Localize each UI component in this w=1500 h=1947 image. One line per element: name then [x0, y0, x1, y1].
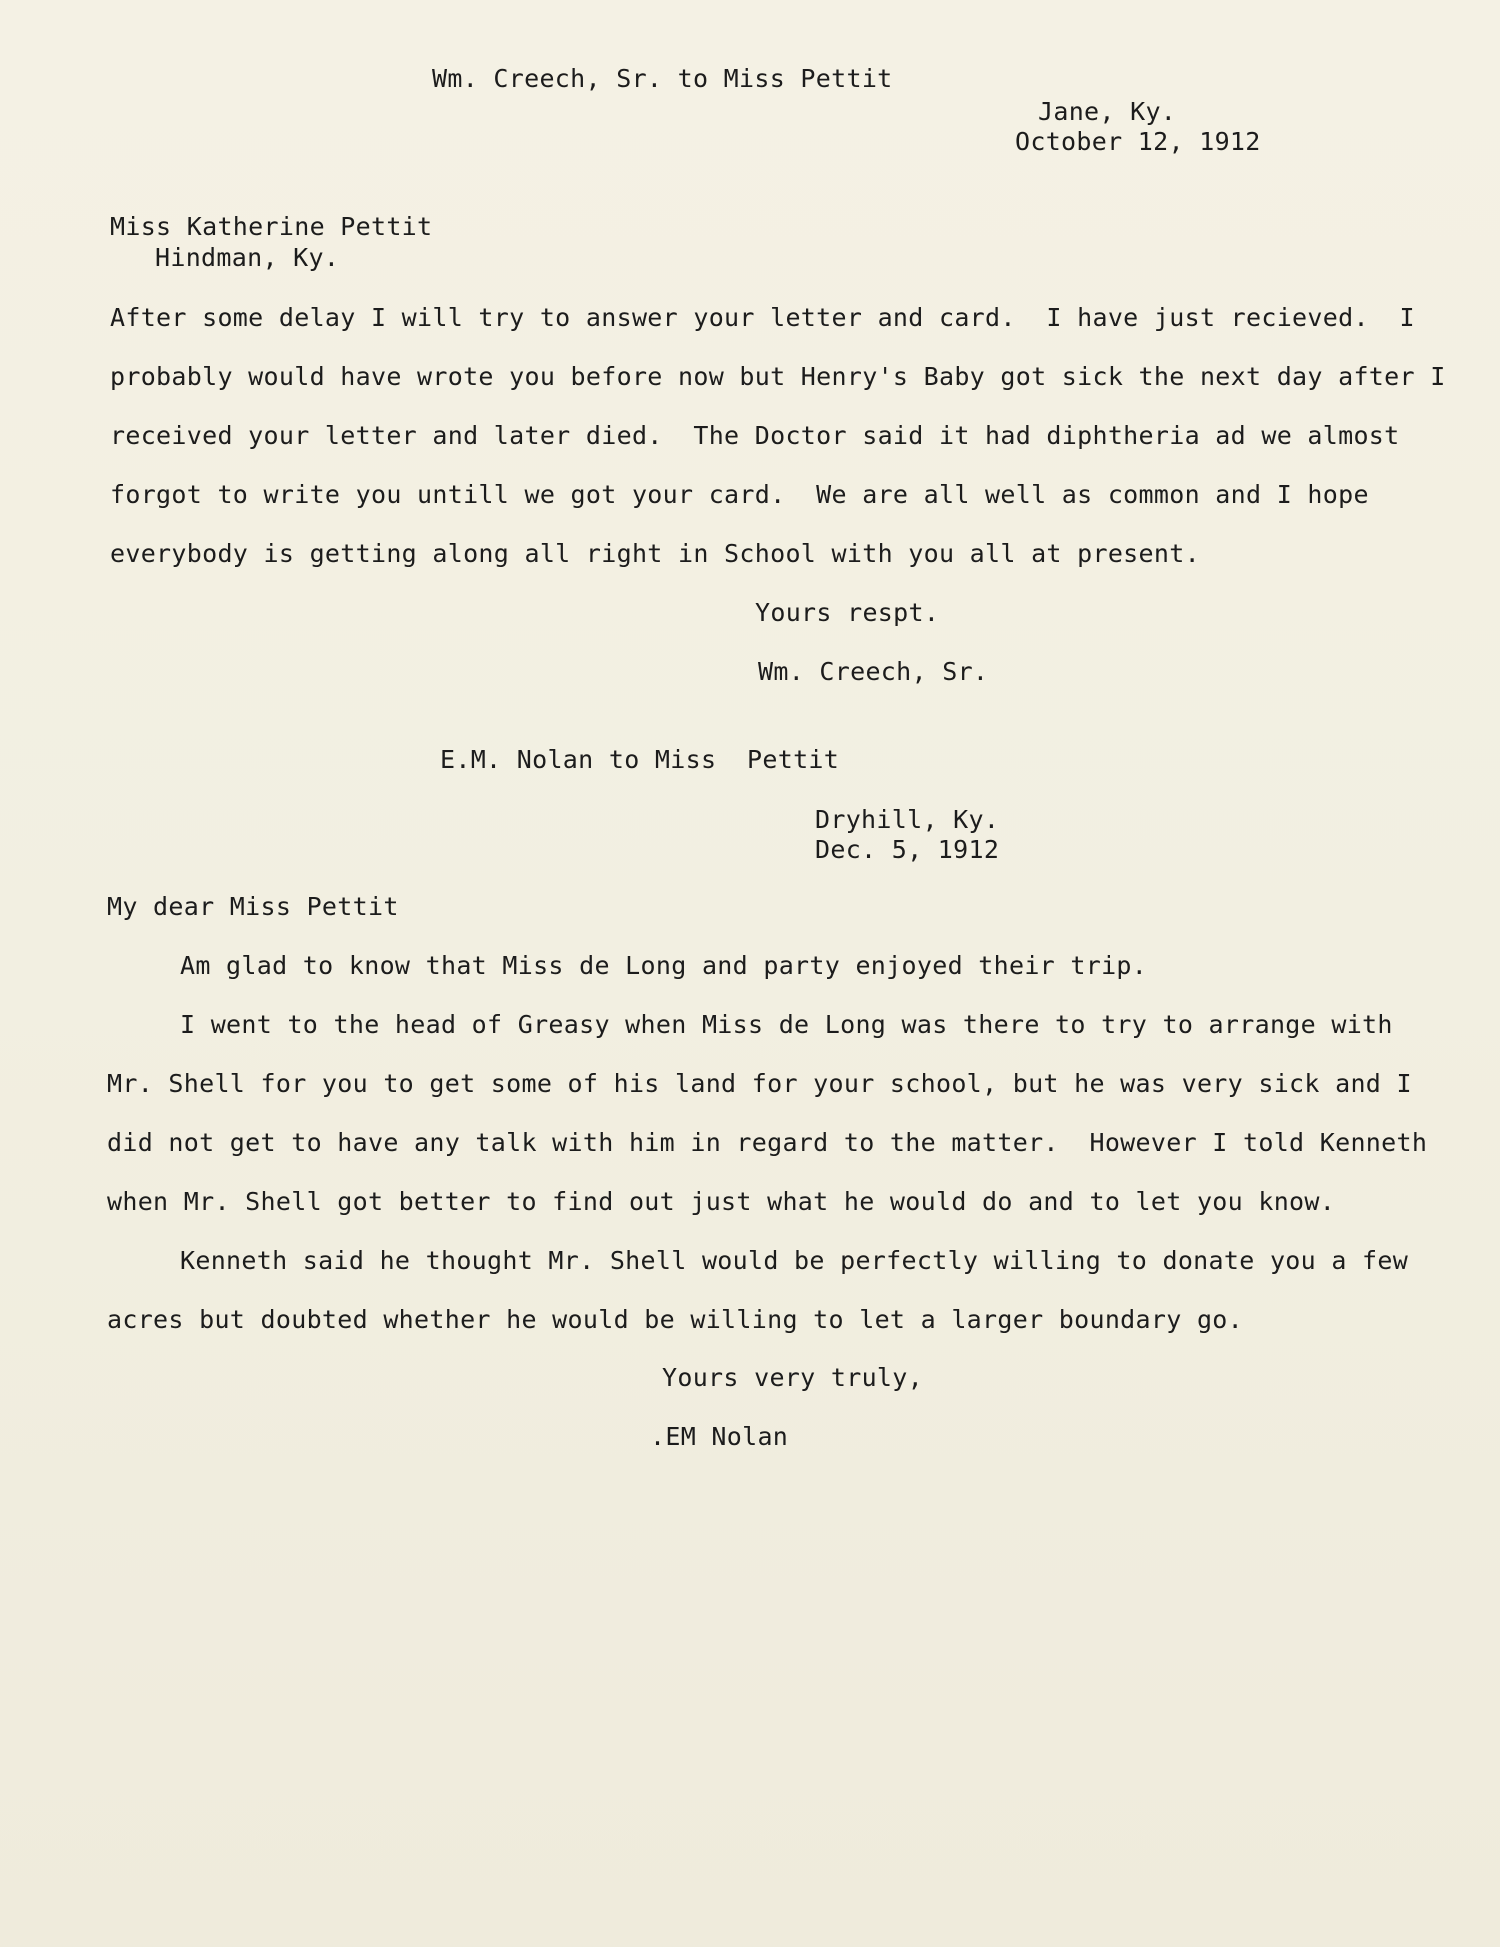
- letter2-body-line: when Mr. Shell got better to find out just what he would do and to let you know.: [107, 1187, 1336, 1216]
- letter2-body-line: Am glad to know that Miss de Long and party enjoyed their trip.: [180, 951, 1148, 980]
- letter1-heading: Wm. Creech, Sr. to Miss Pettit: [432, 64, 893, 93]
- letter2-closing: Yours very truly,: [662, 1363, 923, 1392]
- letter2-place: Dryhill, Ky.: [815, 805, 1000, 834]
- letter1-signature: Wm. Creech, Sr.: [758, 657, 989, 686]
- letter2-body-line: I went to the head of Greasy when Miss de Long was there to try to arrange with: [180, 1010, 1393, 1039]
- letter1-recipient-name: Miss Katherine Pettit: [110, 212, 433, 241]
- letter2-body-line: Mr. Shell for you to get some of his land for your school, but he was very sick and I: [107, 1069, 1412, 1098]
- letter1-place: Jane, Ky.: [1038, 97, 1177, 126]
- letter1-body-line: forgot to write you untill we got your card. We are all well as common and I hope: [110, 480, 1369, 509]
- letter1-body-line: After some delay I will try to answer your letter and card. I have just recieved. I: [110, 303, 1415, 332]
- letter1-body-line: received your letter and later died. The Doctor said it had diphtheria ad we almost: [110, 421, 1400, 450]
- letter1-body-line: probably would have wrote you before now but Henry's Baby got sick the next day after I: [110, 362, 1446, 391]
- letter1-recipient-place: Hindman, Ky.: [155, 243, 340, 272]
- letter2-salutation: My dear Miss Pettit: [107, 892, 399, 921]
- letter1-body-line: everybody is getting along all right in School with you all at present.: [110, 539, 1200, 568]
- letter2-body-line: acres but doubted whether he would be willing to let a larger boundary go.: [107, 1305, 1243, 1334]
- letter2-body-line: did not get to have any talk with him in regard to the matter. However I told Kenneth: [107, 1128, 1428, 1157]
- letter1-date: October 12, 1912: [1015, 127, 1261, 156]
- letter2-body-line: Kenneth said he thought Mr. Shell would be perfectly willing to donate you a few: [180, 1246, 1409, 1275]
- letter2-date: Dec. 5, 1912: [815, 835, 1000, 864]
- letter1-closing: Yours respt.: [755, 598, 940, 627]
- letter2-heading: E.M. Nolan to Miss Pettit: [440, 745, 840, 774]
- letter2-signature: .EM Nolan: [650, 1422, 789, 1451]
